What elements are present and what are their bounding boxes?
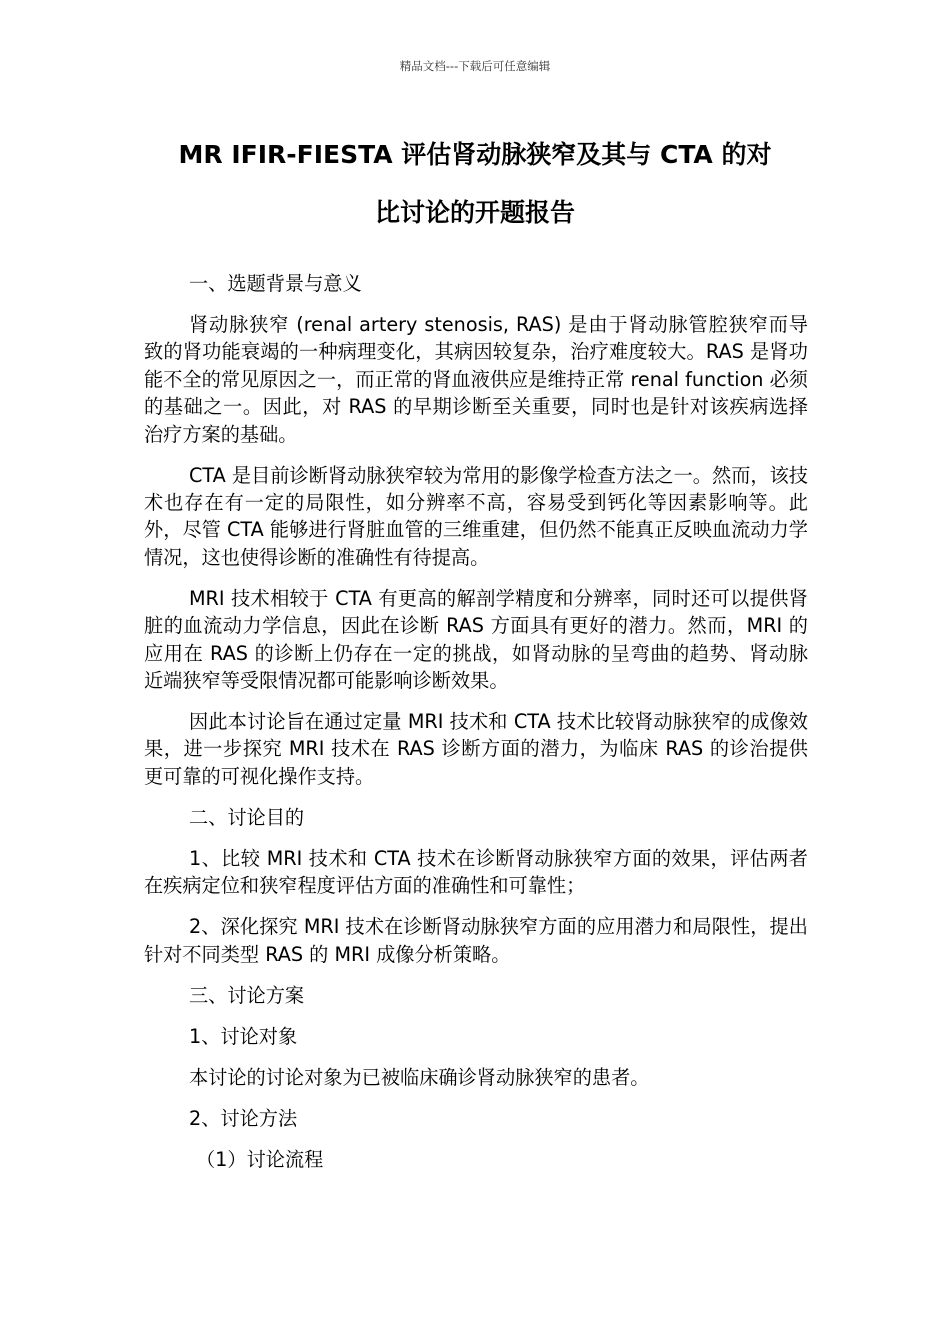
subheading-subjects: 1、讨论对象 — [189, 1024, 298, 1048]
paragraph-cta: CTA 是目前诊断肾动脉狭窄较为常用的影像学检查方法之一。然而，该技术也存在有一定的局限性，如分辨率不高，容易受到钙化等因素影响等。此外，尽管 CTA 能够进行肾脏血管的三维重建，但仍然不能真正反映血流动力学情况，这也使得诊断的准确性有待提高。 — [144, 463, 808, 569]
document-title-line-1: MR IFIR-FIESTA 评估肾动脉狭窄及其与 CTA 的对 — [178, 140, 772, 169]
objective-item-2: 2、深化探究 MRI 技术在诊断肾动脉狭窄方面的应用潜力和局限性，提出针对不同类型 RAS 的 MRI 成像分析策略。 — [144, 915, 808, 966]
subheading-methods: 2、讨论方法 — [189, 1106, 298, 1130]
section-heading-background: 一、选题背景与意义 — [189, 272, 362, 295]
document-body — [144, 270, 808, 1187]
paragraph-ras-intro: 肾动脉狭窄 (renal artery stenosis, RAS) 是由于肾动脉管腔狭窄而导致的肾功能衰竭的一种病理变化，其病因较复杂，治疗难度较大。RAS 是肾功能不全的常见原因之一，而正常的肾血液供应是维持正常 renal function 必须的基础之一。因此，对 RAS 的早期诊断至关重要，同时也是针对该疾病选择治疗方案的基础。 — [144, 313, 808, 446]
paragraph-mri: MRI 技术相较于 CTA 有更高的解剖学精度和分辨率，同时还可以提供肾脏的血流动力学信息，因此在诊断 RAS 方面具有更好的潜力。然而，MRI 的应用在 RAS 的诊断上仍存在一定的挑战，如肾动脉的呈弯曲的趋势、肾动脉近端狭窄等受限情况都可能影响诊断效果。 — [144, 586, 808, 693]
objective-item-1: 1、比较 MRI 技术和 CTA 技术在诊断肾动脉狭窄方面的效果，评估两者在疾病定位和狭窄程度评估方面的准确性和可靠性； — [144, 846, 808, 898]
section-heading-plan: 三、讨论方案 — [189, 983, 305, 1007]
document-title-line-2: 比讨论的开题报告 — [374, 198, 575, 227]
paragraph-purpose: 因此本讨论旨在通过定量 MRI 技术和 CTA 技术比较肾动脉狭窄的成像效果，进一步探究 MRI 技术在 RAS 诊断方面的潜力，为临床 RAS 的诊治提供更可靠的可视化操作支持。 — [144, 710, 808, 788]
page-watermark: 精品文档---下载后可任意编辑 — [399, 59, 551, 73]
subheading-process: （1）讨论流程 — [196, 1147, 324, 1171]
section-heading-objectives: 二、讨论目的 — [189, 805, 305, 829]
paragraph-subjects: 本讨论的讨论对象为已被临床确诊肾动脉狭窄的患者。 — [189, 1065, 650, 1089]
